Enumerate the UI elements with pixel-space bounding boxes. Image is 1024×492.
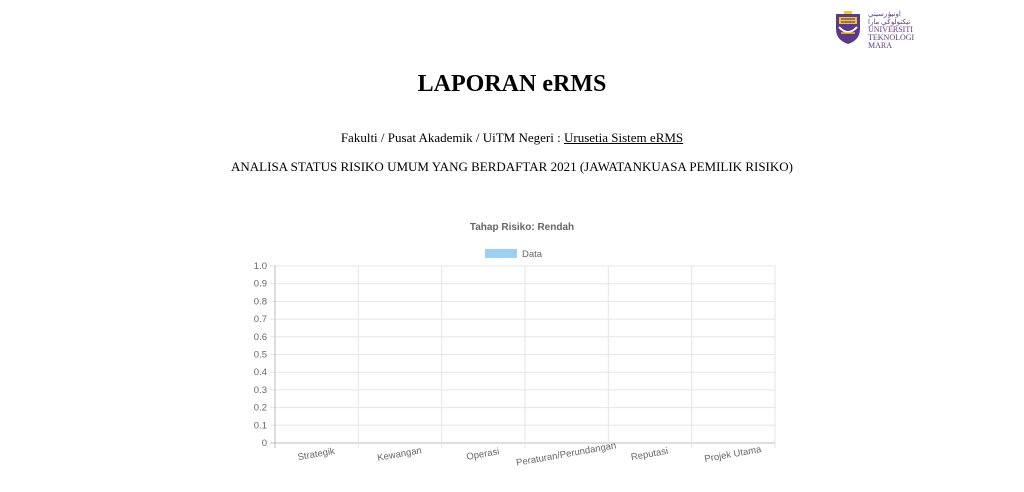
y-tick-label: 1.0 — [253, 261, 267, 272]
x-tick-label: Peraturan/Perundangan — [515, 440, 618, 469]
y-tick-label: 0 — [261, 438, 267, 449]
x-tick-label: Kewangan — [376, 445, 423, 464]
logo-line-2: TEKNOLOGI — [868, 33, 915, 42]
y-tick-label: 0.8 — [253, 296, 267, 308]
y-tick-label: 0.9 — [253, 278, 267, 290]
logo-line-3: MARA — [868, 41, 893, 50]
faculty-link[interactable]: Urusetia Sistem eRMS — [563, 130, 684, 145]
x-tick-label: Strategik — [296, 445, 336, 464]
y-tick-label: 0.1 — [253, 420, 267, 432]
x-tick-label: Projek Utama — [703, 444, 763, 465]
logo-jawi-text: اونيۏرسيتي تيكنولوݢي مارا — [868, 10, 911, 26]
x-tick-label: Reputasi — [630, 445, 669, 464]
risk-bar-chart — [240, 215, 800, 485]
faculty-line — [0, 130, 1024, 146]
y-tick-label: 0.3 — [253, 384, 267, 396]
chart-title: Tahap Risiko: Rendah — [469, 222, 575, 233]
uitm-logo — [833, 9, 923, 50]
uitm-crest-icon — [833, 9, 863, 45]
y-tick-label: 0.7 — [253, 314, 267, 326]
faculty-prefix: Fakulti / Pusat Akademik / UiTM Negeri : — [340, 130, 564, 145]
logo-line-1: UNIVERSITI — [868, 25, 913, 34]
y-tick-label: 0.2 — [253, 402, 267, 414]
legend-swatch — [485, 249, 517, 258]
x-tick-label: Operasi — [465, 446, 501, 463]
page-title: LAPORAN eRMS — [417, 71, 607, 97]
y-tick-label: 0.6 — [253, 331, 267, 343]
legend-label: Data — [522, 249, 543, 260]
y-tick-label: 0.5 — [253, 349, 267, 361]
y-tick-label: 0.4 — [253, 367, 267, 379]
analysis-title: ANALISA STATUS RISIKO UMUM YANG BERDAFTAR 2021 (JAWATANKUASA PEMILIK RISIKO) — [231, 159, 793, 174]
